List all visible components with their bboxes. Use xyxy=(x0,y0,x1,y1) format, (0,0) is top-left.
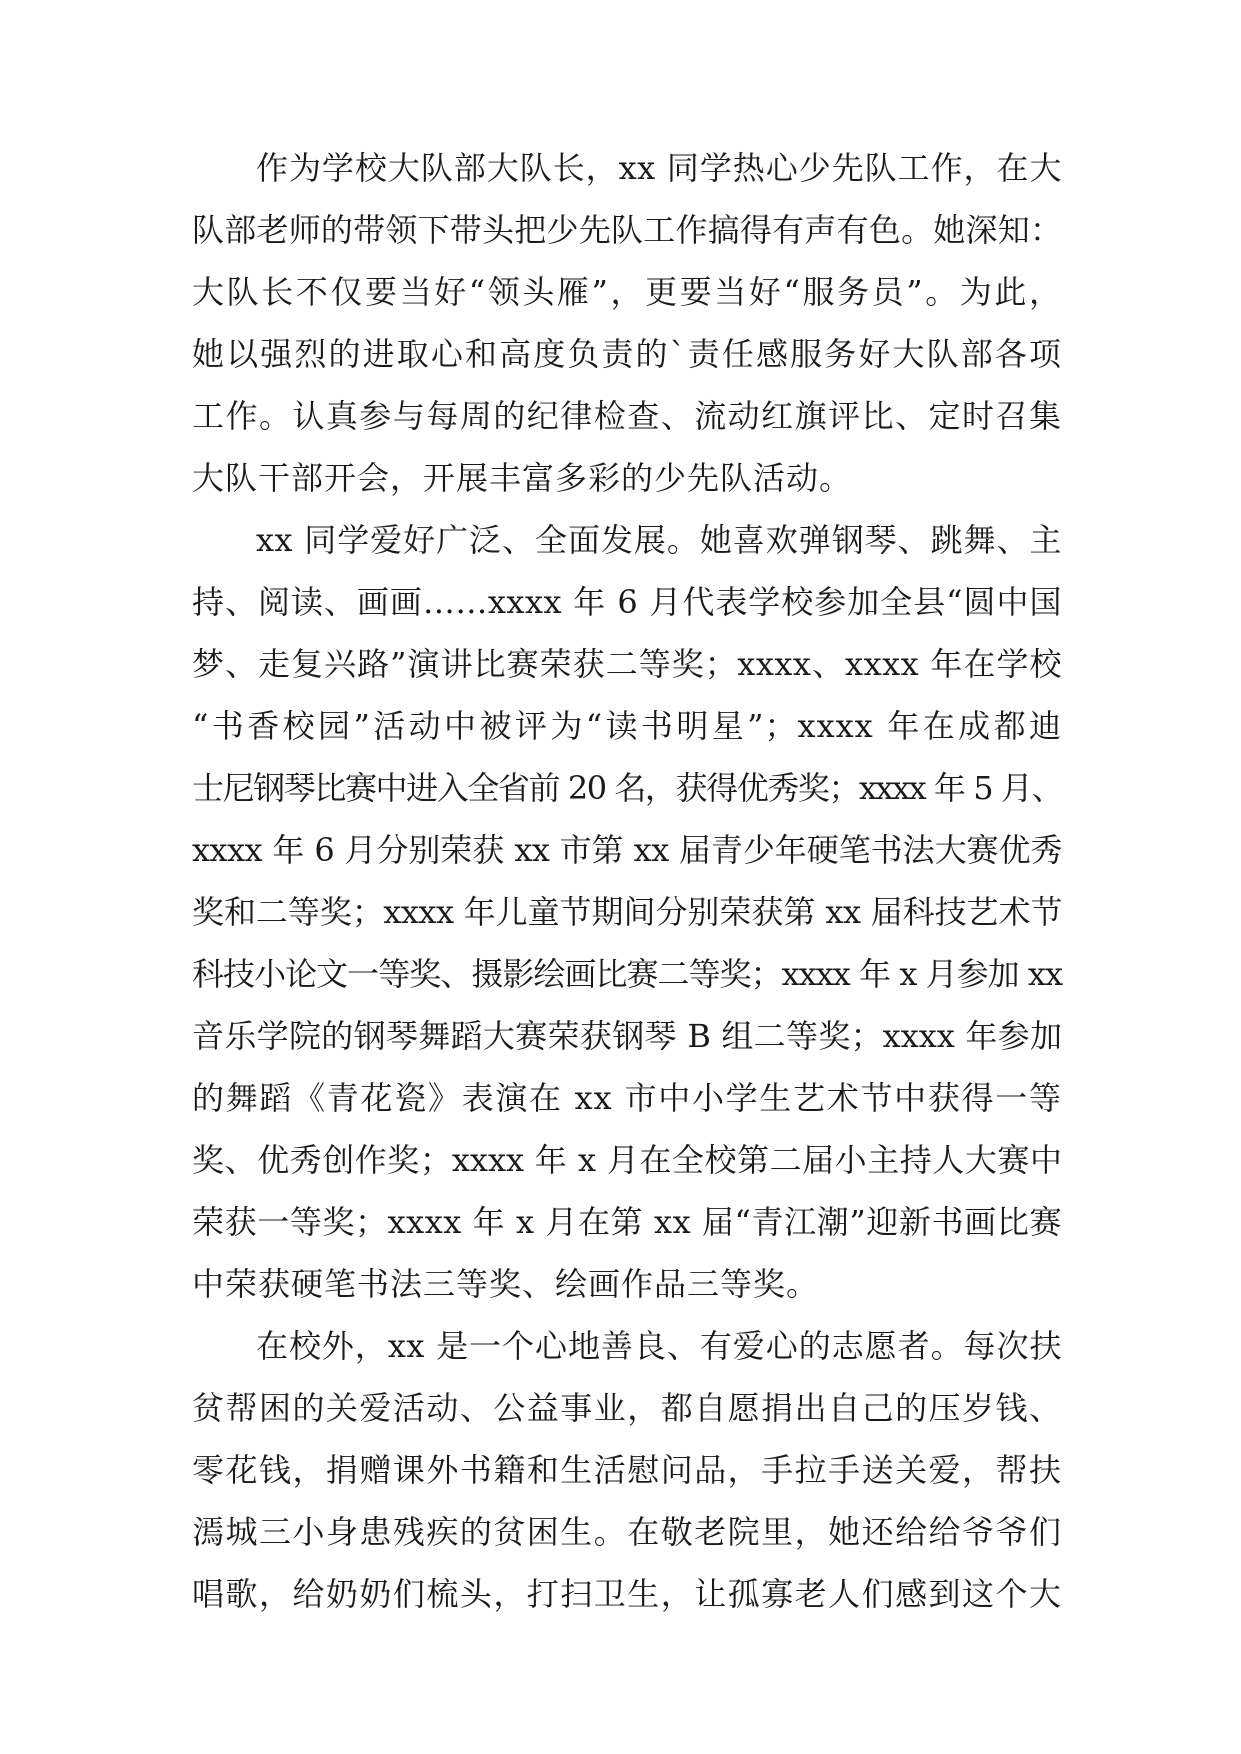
paragraph-3-line-1: 在校外，xx 是一个心地善良、有爱心的志愿者。每次扶 xyxy=(256,1327,1062,1365)
paragraph-1-line-2: 队部老师的带领下带头把少先队工作搞得有声有色。她深知： xyxy=(192,211,1062,249)
paragraph-1-line-6: 大队干部开会，开展丰富多彩的少先队活动。 xyxy=(192,459,853,497)
paragraph-3-line-2: 贫帮困的关爱活动、公益事业，都自愿捐出自己的压岁钱、 xyxy=(192,1389,1062,1427)
paragraph-2-line-5: 士尼钢琴比赛中进入全省前 20 名，获得优秀奖；xxxx 年 5 月、 xyxy=(192,769,1062,807)
paragraph-2-line-3: 梦、走复兴路”演讲比赛荣获二等奖；xxxx、xxxx 年在学校 xyxy=(192,645,1062,683)
paragraph-2-line-13: 中荣获硬笔书法三等奖、绘画作品三等奖。 xyxy=(192,1265,820,1303)
paragraph-3-line-4: 漹城三小身患残疾的贫困生。在敬老院里，她还给给爷爷们 xyxy=(192,1513,1062,1551)
paragraph-1-line-4: 她以强烈的进取心和高度负责的`责任感服务好大队部各项 xyxy=(192,335,1062,373)
paragraph-3-line-3: 零花钱，捐赠课外书籍和生活慰问品，手拉手送关爱，帮扶 xyxy=(192,1451,1062,1489)
paragraph-2-line-2: 持、阅读、画画……xxxx 年 6 月代表学校参加全县“圆中国 xyxy=(192,583,1062,621)
paragraph-2-line-6: xxxx 年 6 月分别荣获 xx 市第 xx 届青少年硬笔书法大赛优秀 xyxy=(192,831,1062,869)
paragraph-3-line-5: 唱歌，给奶奶们梳头，打扫卫生，让孤寡老人们感到这个大 xyxy=(192,1575,1062,1613)
paragraph-2-line-12: 荣获一等奖；xxxx 年 x 月在第 xx 届“青江潮”迎新书画比赛 xyxy=(192,1203,1062,1241)
paragraph-2-line-10: 的舞蹈《青花瓷》表演在 xx 市中小学生艺术节中获得一等 xyxy=(192,1079,1062,1117)
paragraph-1-line-1: 作为学校大队部大队长，xx 同学热心少先队工作，在大 xyxy=(256,149,1062,187)
paragraph-1-line-3: 大队长不仅要当好“领头雁”，更要当好“服务员”。为此， xyxy=(192,273,1062,311)
paragraph-2-line-7: 奖和二等奖；xxxx 年儿童节期间分别荣获第 xx 届科技艺术节 xyxy=(192,893,1062,931)
paragraph-2-line-9: 音乐学院的钢琴舞蹈大赛荣获钢琴 B 组二等奖；xxxx 年参加 xyxy=(192,1017,1062,1055)
paragraph-2-line-4: “书香校园”活动中被评为“读书明星”；xxxx 年在成都迪 xyxy=(192,707,1062,745)
paragraph-1-line-5: 工作。认真参与每周的纪律检查、流动红旗评比、定时召集 xyxy=(192,397,1062,435)
paragraph-2-line-1: xx 同学爱好广泛、全面发展。她喜欢弹钢琴、跳舞、主 xyxy=(256,521,1062,559)
paragraph-2-line-8: 科技小论文一等奖、摄影绘画比赛二等奖；xxxx 年 x 月参加 xx xyxy=(192,955,1062,993)
paragraph-2-line-11: 奖、优秀创作奖；xxxx 年 x 月在全校第二届小主持人大赛中 xyxy=(192,1141,1062,1179)
